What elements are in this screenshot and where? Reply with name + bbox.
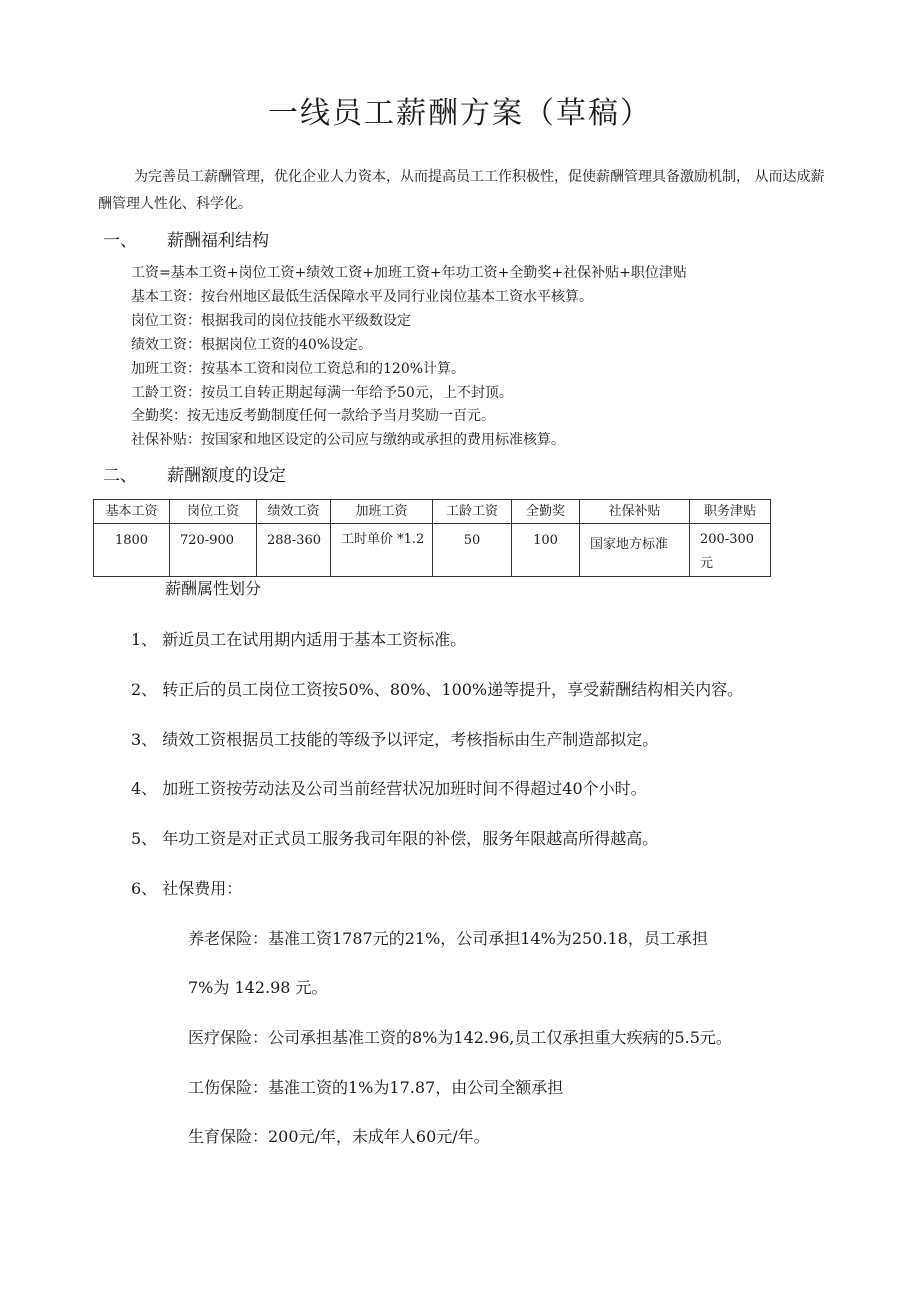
table-header-row (94, 500, 771, 524)
list-item: 1、 新近员工在试用期内适用于基本工资标准。 (131, 630, 467, 649)
list-item: 3、 绩效工资根据员工技能的等级予以评定，考核指标由生产制造部拟定。 (131, 730, 659, 749)
formula-line: 工资=基本工资+岗位工资+绩效工资+加班工资+年功工资+全勤奖+社保补贴+职位津贴 (131, 265, 687, 281)
table-header-cell: 绩效工资 (257, 500, 331, 524)
table-header-cell: 社保补贴 (580, 500, 690, 524)
formula-line: 加班工资：按基本工资和岗位工资总和的120%计算。 (131, 361, 466, 377)
insurance-line: 7%为 142.98 元。 (188, 978, 328, 997)
table-header-cell: 全勤奖 (512, 500, 580, 524)
table-header-cell: 基本工资 (94, 500, 170, 524)
formula-line: 岗位工资：根据我司的岗位技能水平级数设定 (131, 313, 411, 329)
list-item: 2、 转正后的员工岗位工资按50%、80%、100%递等提升，享受薪酬结构相关内容。 (131, 680, 744, 699)
section-title: 薪酬额度的设定 (167, 466, 286, 486)
formula-line: 社保补贴：按国家和地区设定的公司应与缴纳或承担的费用标准核算。 (131, 432, 565, 448)
table-cell: 50 (433, 524, 512, 577)
insurance-line: 生育保险：200元/年，未成年人60元/年。 (188, 1127, 490, 1146)
section-title: 薪酬福利结构 (167, 231, 269, 251)
section-number: 一、 (103, 231, 137, 251)
subsection-title: 薪酬属性划分 (165, 579, 262, 598)
formula-line: 工龄工资：按员工自转正期起每满一年给予50元，上不封顶。 (131, 385, 513, 401)
formula-line: 绩效工资：根据岗位工资的40%设定。 (131, 337, 373, 353)
table-cell: 288-360 (257, 524, 331, 577)
section-number: 二、 (103, 466, 137, 486)
table-header-cell: 岗位工资 (170, 500, 257, 524)
formula-line: 基本工资：按台州地区最低生活保障水平及同行业岗位基本工资水平核算。 (131, 289, 593, 305)
intro-paragraph: 为完善员工薪酬管理，优化企业人力资本，从而提高员工工作积极性，促使薪酬管理具备激励机制， 从而达成薪酬管理人性化、科学化。 (98, 169, 825, 212)
insurance-line: 医疗保险：公司承担基准工资的8%为142.96,员工仅承担重大疾病的5.5元。 (188, 1028, 732, 1047)
document-title: 一线员工薪酬方案（草稿） (268, 96, 652, 131)
table-cell: 100 (512, 524, 580, 577)
formula-line: 全勤奖：按无违反考勤制度任何一款给予当月奖励一百元。 (131, 408, 495, 424)
list-item: 4、 加班工资按劳动法及公司当前经营状况加班时间不得超过40个小时。 (131, 779, 647, 798)
insurance-line: 工伤保险：基准工资的1%为17.87，由公司全额承担 (188, 1078, 564, 1097)
table-cell: 国家地方标准 (580, 524, 690, 577)
table-cell: 工时单价 *1.2 (331, 524, 433, 577)
table-header-cell: 职务津贴 (690, 500, 771, 524)
list-item: 5、 年功工资是对正式员工服务我司年限的补偿，服务年限越高所得越高。 (131, 829, 659, 848)
table-header-cell: 工龄工资 (433, 500, 512, 524)
insurance-line: 养老保险：基准工资1787元的21%，公司承担14%为250.18，员工承担 (188, 929, 708, 948)
table-row (94, 524, 771, 577)
list-item: 6、 社保费用： (131, 879, 243, 898)
table-cell: 1800 (94, 524, 170, 577)
section-heading-structure (103, 226, 269, 251)
table-header-cell: 加班工资 (331, 500, 433, 524)
salary-table (93, 499, 771, 577)
table-cell: 200-300 元 (690, 524, 771, 577)
section-heading-amount (103, 461, 286, 486)
table-cell: 720-900 (170, 524, 257, 577)
